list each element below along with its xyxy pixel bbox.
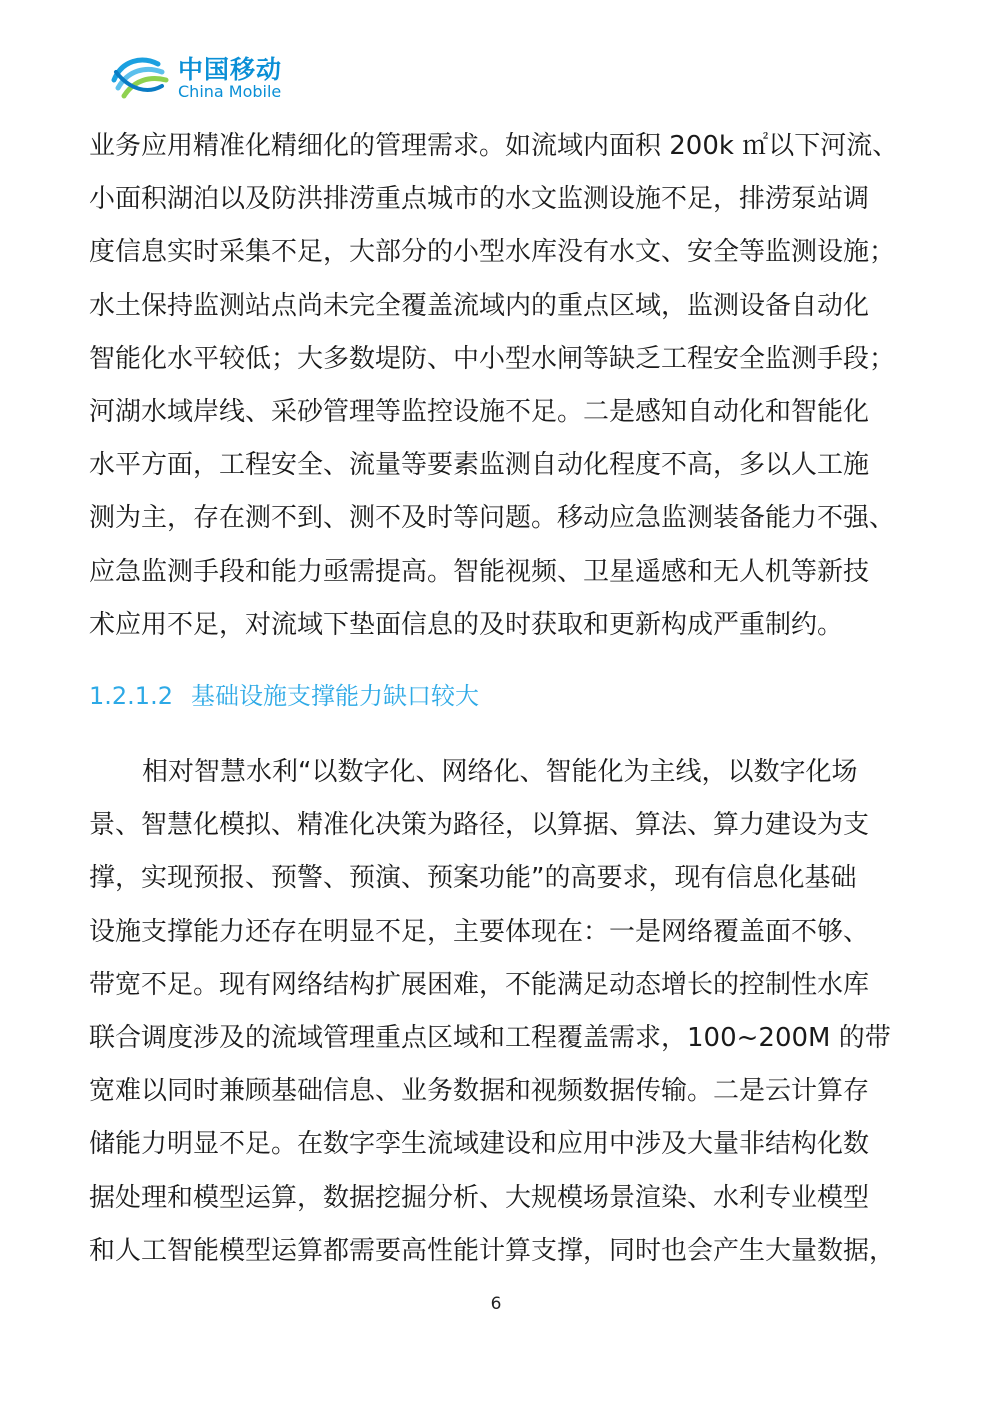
paragraph-1 <box>89 120 909 652</box>
text-line: 景、智慧化模拟、精准化决策为路径，以算据、算法、算力建设为支 <box>89 810 870 841</box>
text-line: 业务应用精准化精细化的管理需求。如流域内面积 200k ㎡以下河流、 <box>89 131 899 161</box>
text-line: 河湖水域岸线、采砂管理等监控设施不足。二是感知自动化和智能化 <box>89 397 870 428</box>
text-line: 联合调度涉及的流域管理重点区域和工程覆盖需求，100~200M 的带 <box>89 1023 891 1054</box>
text-line: 应急监测手段和能力亟需提高。智能视频、卫星遥感和无人机等新技 <box>89 556 870 587</box>
section-number: 1.2.1.2 <box>89 682 173 710</box>
logo-english-name: China Mobile <box>178 82 282 101</box>
logo-chinese-name: 中国移动 <box>178 55 283 84</box>
text-line: 据处理和模型运算，数据挖掘分析、大规模场景渲染、水利专业模型 <box>89 1182 870 1213</box>
text-line: 测为主，存在测不到、测不及时等问题。移动应急监测装备能力不强、 <box>89 503 896 534</box>
china-mobile-logo-icon <box>108 50 170 102</box>
section-heading <box>89 676 479 711</box>
text-line: 度信息实时采集不足，大部分的小型水库没有水文、安全等监测设施； <box>89 237 896 268</box>
text-line: 相对智慧水利“以数字化、网络化、智能化为主线，以数字化场 <box>142 757 858 787</box>
text-line: 带宽不足。现有网络结构扩展困难，不能满足动态增长的控制性水库 <box>89 969 870 1000</box>
page-header <box>108 46 348 106</box>
page-number: 6 <box>490 1294 502 1314</box>
text-line: 水平方面，工程安全、流量等要素监测自动化程度不高，多以人工施 <box>89 450 870 481</box>
text-line: 术应用不足，对流域下垫面信息的及时获取和更新构成严重制约。 <box>89 609 844 640</box>
paragraph-2 <box>89 746 909 1278</box>
text-line: 智能化水平较低；大多数堤防、中小型水闸等缺乏工程安全监测手段； <box>89 343 896 374</box>
text-line: 撑，实现预报、预警、预演、预案功能”的高要求，现有信息化基础 <box>89 863 857 894</box>
text-line: 储能力明显不足。在数字孪生流域建设和应用中涉及大量非结构化数 <box>89 1129 870 1160</box>
text-line: 设施支撑能力还存在明显不足，主要体现在：一是网络覆盖面不够、 <box>89 916 870 947</box>
text-line: 和人工智能模型运算都需要高性能计算支撑，同时也会产生大量数据， <box>89 1235 896 1266</box>
text-line: 小面积湖泊以及防洪排涝重点城市的水文监测设施不足，排涝泵站调 <box>89 184 870 215</box>
text-line: 宽难以同时兼顾基础信息、业务数据和视频数据传输。二是云计算存 <box>89 1076 870 1107</box>
text-line: 水土保持监测站点尚未完全覆盖流域内的重点区域，监测设备自动化 <box>89 290 870 321</box>
section-title: 基础设施支撑能力缺口较大 <box>190 682 479 710</box>
